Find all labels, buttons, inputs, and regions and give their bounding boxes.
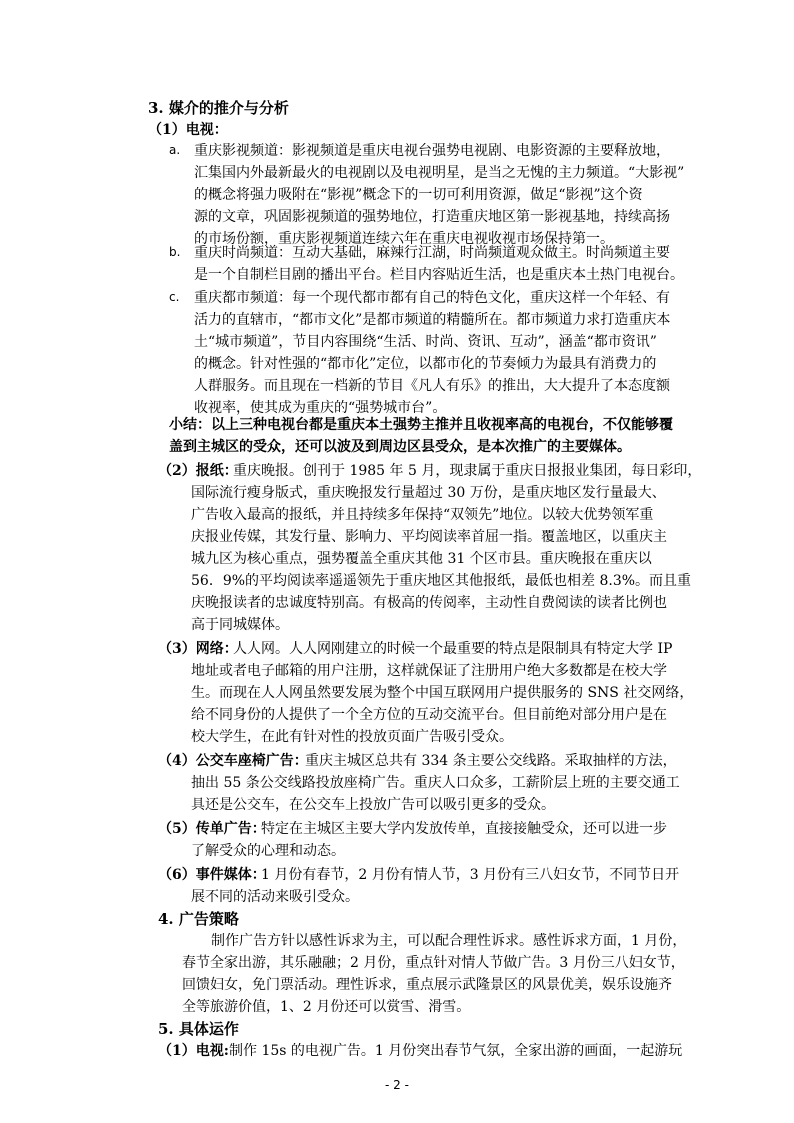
newspaper-line: 高于同城媒体。 <box>191 617 289 633</box>
tv-c-line: 土“城市频道”，节目内容围绕“生活、时尚、资讯、互动”，涵盖“都市资讯” <box>194 334 657 350</box>
list-marker-a: a. <box>169 143 181 157</box>
list-marker-b: b. <box>169 245 181 259</box>
newspaper-line: 庆报业传媒，其发行量、影响力、平均阅读率首屈一指。覆盖地区，以重庆主 <box>191 529 667 545</box>
strategy-line: 春节全家出游，其乐融融；2 月份，重点针对情人节做广告。3 月份三八妇女节， <box>182 955 685 971</box>
tv-summary-line: 小结：以上三种电视台都是重庆本土强势主推并且收视率高的电视台，不仅能够覆 <box>169 417 673 433</box>
event-media-line: 1 月份有春节，2 月份有情人节，3 月份有三八妇女节，不同节日开 <box>261 867 680 883</box>
event-media-label: （6）事件媒体： <box>158 867 266 883</box>
tv-a-line: 的概念将强力吸附在“影视”概念下的一切可利用资源，做足“影视”这个资 <box>194 187 643 203</box>
section5-heading: 5. 具体运作 <box>158 1020 239 1038</box>
network-line: 生。而现在人人网虽然要发展为整个中国互联网用户提供服务的 SNS 社交网络， <box>191 685 694 701</box>
flyer-ad-line: 了解受众的心理和动态。 <box>191 843 345 859</box>
bus-seat-ad-line: 抽出 55 条公交线路投放座椅广告。重庆人口众多，工薪阶层上班的主要交通工 <box>191 775 680 791</box>
strategy-line: 回馈妇女，免门票活动。理性诉求，重点展示武隆景区的风景优美，娱乐设施齐 <box>182 977 672 993</box>
newspaper-line: 广告收入最高的报纸，并且持续多年保持“双领先”地位。以较大优势领军重 <box>191 507 654 523</box>
tv-c-line: 的概念。针对性强的“都市化”定位，以都市化的节奏倾力为最具有消费力的 <box>194 356 657 372</box>
flyer-ad-label: （5）传单广告： <box>158 821 266 837</box>
page-number: - 2 - <box>385 1078 409 1092</box>
tv-a-line: 源的文章，巩固影视频道的强势地位，打造重庆地区第一影视基地，持续高扬 <box>194 209 670 225</box>
tv-c-line: 收视率，使其成为重庆的“强势城市台”。 <box>194 400 447 416</box>
bus-seat-ad-line: 具还是公交车，在公交车上投放广告可以吸引更多的受众。 <box>191 797 555 813</box>
tv-c-line: 重庆都市频道：每一个现代都市都有自己的特色文化，重庆这样一个年轻、有 <box>194 290 670 306</box>
newspaper-label: （2）报纸： <box>158 463 238 479</box>
newspaper-line: 重庆晚报。创刊于 1985 年 5 月，现隶属于重庆日报报业集团，每日彩印， <box>233 463 702 479</box>
bus-seat-ad-line: 重庆主城区总共有 334 条主要公交线路。采取抽样的方法， <box>305 753 677 769</box>
tv-b-line: 是一个自制栏目剧的播出平台。栏目内容贴近生活，也是重庆本土热门电视台。 <box>194 267 684 283</box>
tv-a-line: 重庆影视频道：影视频道是重庆电视台强势电视剧、电影资源的主要释放地， <box>194 143 670 159</box>
newspaper-line: 城九区为核心重点，强势覆盖全重庆其他 31 个区市县。重庆晚报在重庆以 <box>191 551 652 567</box>
tv-label: （1）电视： <box>148 122 228 138</box>
strategy-line: 全等旅游价值，1、2 月份还可以赏雪、滑雪。 <box>182 999 471 1015</box>
network-line: 地址或者电子邮箱的用户注册，这样就保证了注册用户绝大多数都是在校大学 <box>191 663 667 679</box>
network-line: 校大学生，在此有针对性的投放页面广告吸引受众。 <box>191 729 513 745</box>
network-label: （3）网络： <box>158 641 238 657</box>
newspaper-line: 庆晚报读者的忠诚度特别高。有极高的传阅率，主动性自费阅读的读者比例也 <box>191 595 667 611</box>
list-marker-c: c. <box>169 290 180 304</box>
network-line: 给不同身份的人提供了一个全方位的互动交流平台。但目前绝对部分用户是在 <box>191 707 667 723</box>
strategy-line: 制作广告方针以感性诉求为主，可以配合理性诉求。感性诉求方面，1 月份， <box>211 933 687 949</box>
tv-a-line: 的市场份额，重庆影视频道连续六年在重庆电视收视市场保持第一。 <box>194 231 614 247</box>
tv-a-line: 汇集国内外最新最火的电视剧以及电视明星，是当之无愧的主力频道。“大影视” <box>194 165 685 181</box>
flyer-ad-line: 特定在主城区主要大学内发放传单，直接接触受众，还可以进一步 <box>261 821 667 837</box>
bus-seat-ad-label: （4）公交车座椅广告： <box>158 753 308 769</box>
operation-tv-label: （1）电视: <box>158 1043 229 1059</box>
section4-heading: 4. 广告策略 <box>158 910 239 928</box>
tv-summary-line: 盖到主城区的受众，还可以波及到周边区县受众，是本次推广的主要媒体。 <box>169 439 631 455</box>
event-media-line: 展不同的活动来吸引受众。 <box>191 889 359 905</box>
section3-heading: 3. 媒介的推介与分析 <box>148 99 289 117</box>
tv-c-line: 人群服务。而且现在一档新的节目《凡人有乐》的推出，大大提升了本态度额 <box>194 378 670 394</box>
newspaper-line: 国际流行瘦身版式，重庆晚报发行量超过 30 万份，是重庆地区发行量最大、 <box>191 485 666 501</box>
newspaper-line: 56．9%的平均阅读率遥遥领先于重庆地区其他报纸，最低也相差 8.3%。而且重 <box>191 573 692 589</box>
operation-tv-line: 制作 15s 的电视广告。1 月份突出春节气氛，全家出游的画面，一起游玩 <box>229 1043 683 1059</box>
tv-c-line: 活力的直辖市，“都市文化”是都市频道的精髓所在。都市频道力求打造重庆本 <box>194 312 671 328</box>
tv-b-line: 重庆时尚频道：互动大基础，麻辣行江湖，时尚频道观众做主。时尚频道主要 <box>194 245 670 261</box>
network-line: 人人网。人人网刚建立的时候一个最重要的特点是限制具有特定大学 IP <box>233 641 673 657</box>
